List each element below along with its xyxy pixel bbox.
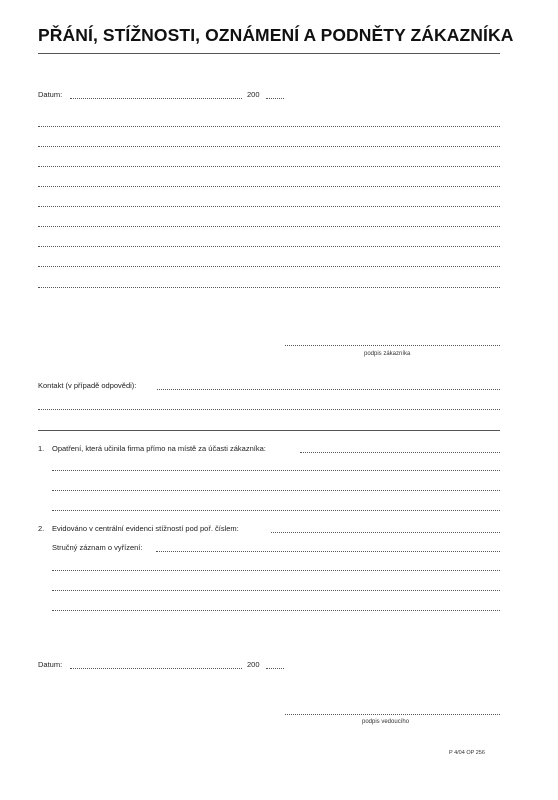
date-year-prefix-bottom: 200 xyxy=(247,660,260,669)
section2-line-2[interactable] xyxy=(52,570,500,571)
section2-line-1[interactable] xyxy=(156,551,500,552)
section2-line-4[interactable] xyxy=(52,610,500,611)
manager-signature-line[interactable] xyxy=(285,714,500,715)
contact-label: Kontakt (v případě odpovědi): xyxy=(38,381,137,390)
date-year-field-bottom[interactable] xyxy=(266,668,284,669)
section2-number: 2. xyxy=(38,524,45,533)
section1-line-4[interactable] xyxy=(52,510,500,511)
section2-sub-label: Stručný záznam o vyřízení: xyxy=(52,543,143,552)
date-label-bottom: Datum: xyxy=(38,660,63,669)
message-line-1[interactable] xyxy=(38,126,500,127)
title-divider xyxy=(38,53,500,54)
section1-line-2[interactable] xyxy=(52,470,500,471)
date-year-field-top[interactable] xyxy=(266,98,284,99)
contact-field-line-1[interactable] xyxy=(157,389,500,390)
date-label-top: Datum: xyxy=(38,90,63,99)
section1-label: Opatření, která učinila firma přímo na místě za účasti zákazníka: xyxy=(52,444,266,453)
section2-number-field[interactable] xyxy=(271,532,500,533)
section-divider xyxy=(38,430,500,431)
customer-signature-label: podpis zákazníka xyxy=(364,351,411,357)
section2-line-3[interactable] xyxy=(52,590,500,591)
section1-number: 1. xyxy=(38,444,45,453)
customer-signature-line[interactable] xyxy=(285,345,500,346)
message-line-4[interactable] xyxy=(38,186,500,187)
form-code: P 4/04 OP 256 xyxy=(449,750,485,756)
message-line-6[interactable] xyxy=(38,226,500,227)
section1-line-1[interactable] xyxy=(300,452,500,453)
message-line-8[interactable] xyxy=(38,266,500,267)
form-title: PŘÁNÍ, STÍŽNOSTI, OZNÁMENÍ A PODNĚTY ZÁKAZNÍKA xyxy=(38,25,514,45)
contact-field-line-2[interactable] xyxy=(38,409,500,410)
section1-line-3[interactable] xyxy=(52,490,500,491)
message-line-2[interactable] xyxy=(38,146,500,147)
date-field-top[interactable] xyxy=(70,98,242,99)
message-line-5[interactable] xyxy=(38,206,500,207)
message-line-3[interactable] xyxy=(38,166,500,167)
message-line-9[interactable] xyxy=(38,287,500,288)
section2-label: Evidováno v centrální evidenci stížností pod poř. číslem: xyxy=(52,524,239,533)
manager-signature-label: podpis vedoucího xyxy=(362,719,410,725)
date-field-bottom[interactable] xyxy=(70,668,242,669)
message-line-7[interactable] xyxy=(38,246,500,247)
date-year-prefix-top: 200 xyxy=(247,90,260,99)
